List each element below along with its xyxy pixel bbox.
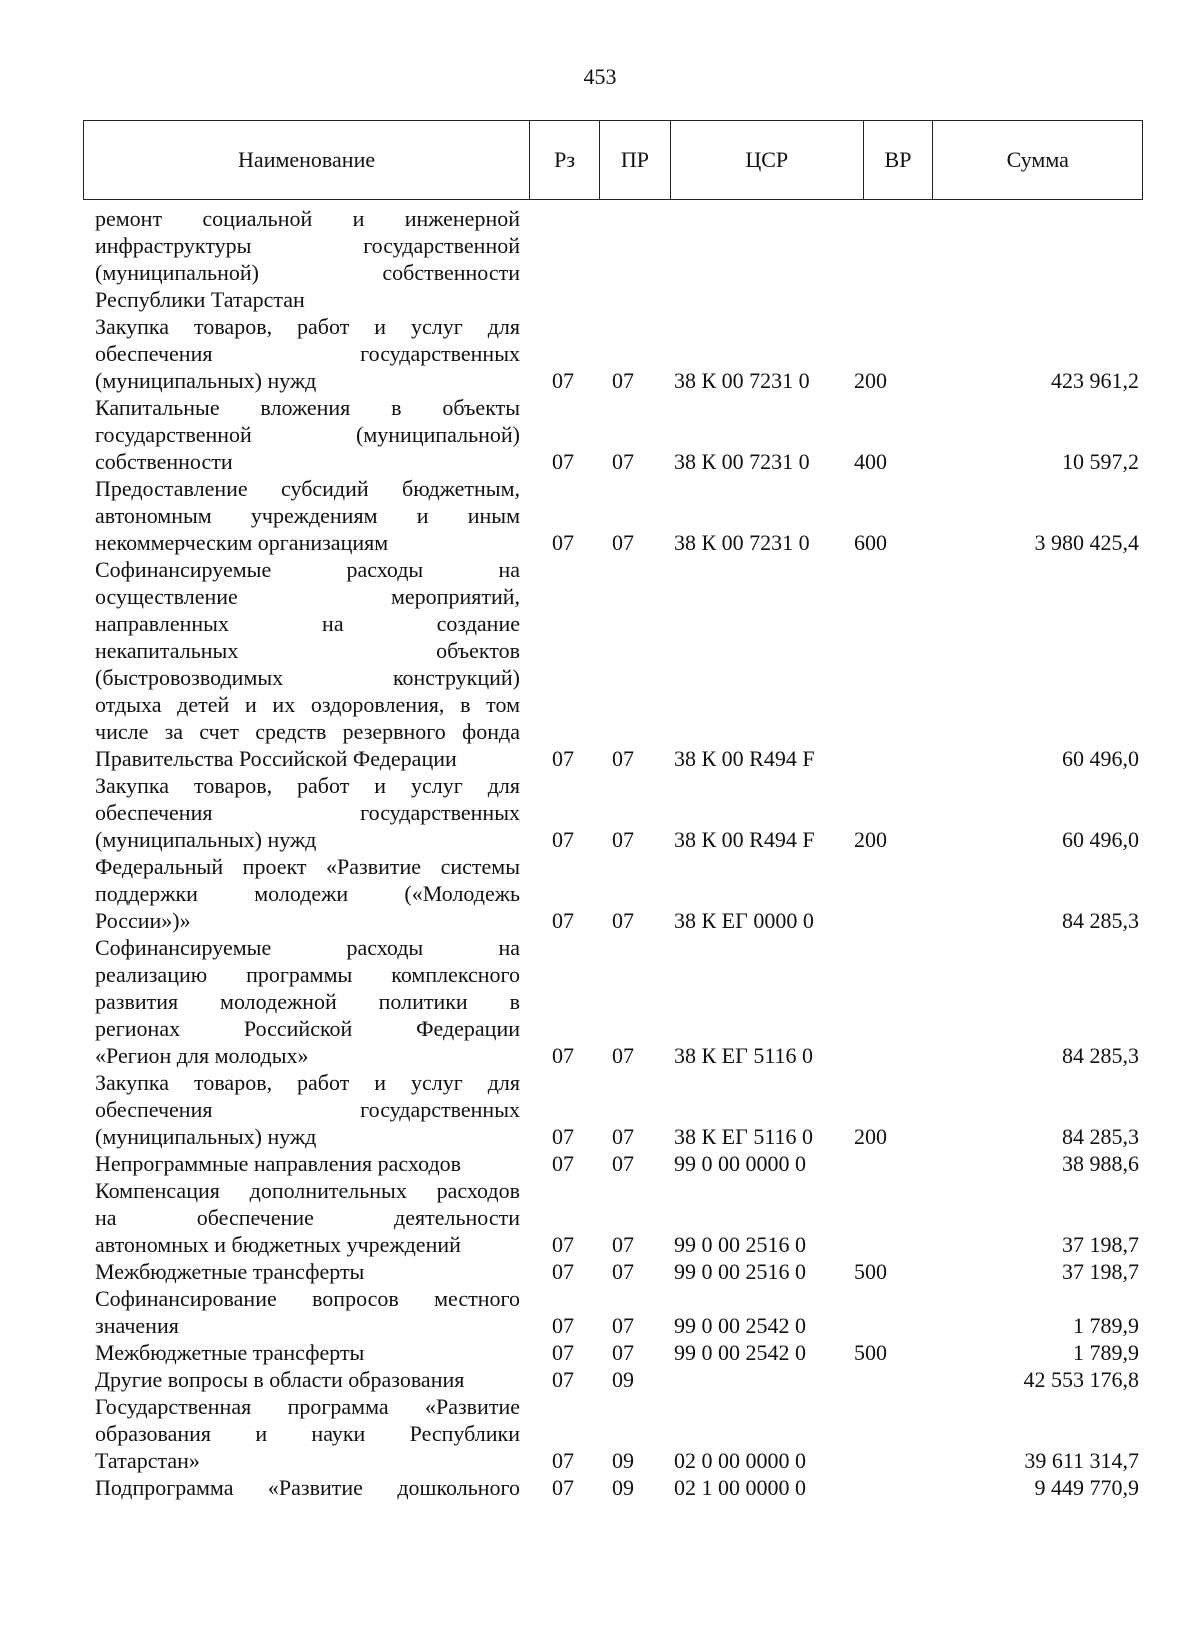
row-name-line: числе за счет средств резервного фонда (95, 719, 520, 744)
page-number: 453 (583, 64, 617, 89)
row-pr: 07 (612, 1043, 634, 1068)
row-name-line: осуществление мероприятий, (95, 584, 520, 609)
row-rz: 07 (552, 530, 574, 555)
row-name (95, 313, 520, 394)
row-name-line: Другие вопросы в области образования (95, 1367, 465, 1392)
table-row (95, 394, 1145, 475)
row-rz: 07 (552, 449, 574, 474)
row-name-line: Федеральный проект «Развитие системы (95, 854, 520, 879)
row-name-line: инфраструктуры государственной (95, 233, 520, 258)
row-pr: 09 (612, 1448, 634, 1473)
row-sum: 37 198,7 (1062, 1232, 1139, 1257)
row-name-line: направленных на создание (95, 611, 520, 636)
table-row (95, 1285, 1145, 1339)
header-sum: Сумма (1006, 147, 1069, 172)
row-name-line: реализацию программы комплексного (95, 962, 520, 987)
row-rz: 07 (552, 746, 574, 771)
row-sum: 60 496,0 (1062, 746, 1139, 771)
row-name (95, 1366, 520, 1393)
row-name-line: Софинансирование вопросов местного (95, 1286, 520, 1311)
row-name-line: Предоставление субсидий бюджетным, (95, 476, 520, 501)
row-name-line: Капитальные вложения в объекты (95, 395, 520, 420)
header-name: Наименование (84, 121, 530, 199)
row-sum: 42 553 176,8 (1023, 1367, 1139, 1392)
row-rz: 07 (552, 368, 574, 393)
row-sum: 60 496,0 (1062, 827, 1139, 852)
row-pr: 07 (612, 530, 634, 555)
row-pr: 07 (612, 1313, 634, 1338)
row-pr: 09 (612, 1367, 634, 1392)
row-rz: 07 (552, 1367, 574, 1392)
row-vr: 200 (854, 368, 887, 393)
table-row (95, 475, 1145, 556)
row-name-line: Татарстан» (95, 1448, 200, 1473)
table-row (95, 1366, 1145, 1393)
table-row (95, 1393, 1145, 1474)
row-name (95, 1150, 520, 1177)
table-row (95, 934, 1145, 1069)
row-name (95, 1258, 520, 1285)
row-csr: 38 К 00 R494 F (674, 827, 815, 852)
row-sum: 423 961,2 (1051, 368, 1139, 393)
row-pr: 09 (612, 1475, 634, 1500)
row-name-line: обеспечения государственных (95, 800, 520, 825)
row-sum: 84 285,3 (1062, 1124, 1139, 1149)
row-csr: 99 0 00 2516 0 (674, 1232, 806, 1257)
row-pr: 07 (612, 368, 634, 393)
row-pr: 07 (612, 1151, 634, 1176)
row-vr: 500 (854, 1259, 887, 1284)
row-rz: 07 (552, 1043, 574, 1068)
row-rz: 07 (552, 827, 574, 852)
table-row (95, 313, 1145, 394)
row-vr: 200 (854, 827, 887, 852)
row-csr: 99 0 00 2542 0 (674, 1340, 806, 1365)
row-name (95, 1339, 520, 1366)
table-row (95, 205, 1145, 313)
row-csr: 99 0 00 2542 0 (674, 1313, 806, 1338)
row-name-line: Правительства Российской Федерации (95, 746, 457, 771)
row-name-line: Государственная программа «Развитие (95, 1394, 520, 1419)
row-csr: 02 1 00 0000 0 (674, 1475, 806, 1500)
row-name (95, 934, 520, 1069)
row-pr: 07 (612, 1259, 634, 1284)
row-csr: 38 К 00 7231 0 (674, 368, 810, 393)
row-name-line: отдыха детей и их оздоровления, в том (95, 692, 520, 717)
row-name-line: Межбюджетные трансферты (95, 1340, 365, 1365)
table-row (95, 1069, 1145, 1150)
table-row (95, 1258, 1145, 1285)
table-row (95, 853, 1145, 934)
row-pr: 07 (612, 1124, 634, 1149)
row-sum: 84 285,3 (1062, 1043, 1139, 1068)
row-sum: 1 789,9 (1073, 1340, 1139, 1365)
row-name-line: собственности (95, 449, 233, 474)
row-rz: 07 (552, 1124, 574, 1149)
row-name-line: значения (95, 1313, 179, 1338)
row-name (95, 1474, 520, 1501)
row-vr: 600 (854, 530, 887, 555)
row-name-line: некоммерческим организациям (95, 530, 389, 555)
row-pr: 07 (612, 1232, 634, 1257)
row-name-line: обеспечения государственных (95, 1097, 520, 1122)
row-name-line: Закупка товаров, работ и услуг для (95, 1070, 520, 1095)
row-pr: 07 (612, 746, 634, 771)
row-csr: 38 К ЕГ 5116 0 (674, 1124, 814, 1149)
row-vr: 500 (854, 1340, 887, 1365)
row-csr: 38 К ЕГ 5116 0 (674, 1043, 814, 1068)
row-name (95, 853, 520, 934)
row-rz: 07 (552, 1340, 574, 1365)
row-name (95, 556, 520, 772)
row-csr: 38 К 00 7231 0 (674, 449, 810, 474)
row-csr: 99 0 00 0000 0 (674, 1151, 806, 1176)
row-pr: 07 (612, 1340, 634, 1365)
table-row (95, 772, 1145, 853)
row-name-line: Республики Татарстан (95, 287, 305, 312)
row-vr: 200 (854, 1124, 887, 1149)
row-name-line: (муниципальных) нужд (95, 368, 317, 393)
header-pr: ПР (600, 121, 671, 199)
row-pr: 07 (612, 827, 634, 852)
row-name-line: (быстровозводимых конструкций) (95, 665, 520, 690)
row-csr: 38 К 00 7231 0 (674, 530, 810, 555)
row-name-line: развития молодежной политики в (95, 989, 520, 1014)
table-row (95, 1150, 1145, 1177)
row-sum: 1 789,9 (1073, 1313, 1139, 1338)
row-rz: 07 (552, 1259, 574, 1284)
row-name-line: (муниципальной) собственности (95, 260, 520, 285)
row-name-line: Закупка товаров, работ и услуг для (95, 314, 520, 339)
row-name-line: Закупка товаров, работ и услуг для (95, 773, 520, 798)
row-name-line: Межбюджетные трансферты (95, 1259, 365, 1284)
table-row (95, 1474, 1145, 1501)
row-rz: 07 (552, 1313, 574, 1338)
table-body (95, 205, 1145, 1501)
row-name-line: ремонт социальной и инженерной (95, 206, 520, 231)
row-name (95, 1285, 520, 1339)
table-row (95, 1177, 1145, 1258)
row-sum: 9 449 770,9 (1034, 1475, 1139, 1500)
row-rz: 07 (552, 1151, 574, 1176)
row-name (95, 772, 520, 853)
row-sum: 39 611 314,7 (1024, 1448, 1139, 1473)
row-name (95, 394, 520, 475)
row-name-line: некапитальных объектов (95, 638, 520, 663)
row-name (95, 475, 520, 556)
row-csr: 38 К 00 R494 F (674, 746, 815, 771)
row-csr: 99 0 00 2516 0 (674, 1259, 806, 1284)
row-rz: 07 (552, 1475, 574, 1500)
row-pr: 07 (612, 449, 634, 474)
row-name-line: Непрограммные направления расходов (95, 1151, 462, 1176)
header-csr: ЦСР (671, 121, 864, 199)
row-sum: 37 198,7 (1062, 1259, 1139, 1284)
row-name-line: России»)» (95, 908, 191, 933)
table-row (95, 1339, 1145, 1366)
row-name (95, 1177, 520, 1258)
row-name-line: «Регион для молодых» (95, 1043, 309, 1068)
row-name (95, 1393, 520, 1474)
row-sum: 38 988,6 (1062, 1151, 1139, 1176)
row-vr: 400 (854, 449, 887, 474)
row-name-line: (муниципальных) нужд (95, 1124, 317, 1149)
row-pr: 07 (612, 908, 634, 933)
table-header (83, 120, 1143, 200)
row-rz: 07 (552, 908, 574, 933)
row-name-line: на обеспечение деятельности (95, 1205, 520, 1230)
row-sum: 84 285,3 (1062, 908, 1139, 933)
row-name-line: Подпрограмма «Развитие дошкольного (95, 1475, 520, 1500)
row-name-line: (муниципальных) нужд (95, 827, 317, 852)
row-name (95, 205, 520, 313)
row-csr: 02 0 00 0000 0 (674, 1448, 806, 1473)
row-name-line: государственной (муниципальной) (95, 422, 520, 447)
row-rz: 07 (552, 1232, 574, 1257)
row-name-line: Софинансируемые расходы на (95, 935, 520, 960)
row-sum: 3 980 425,4 (1034, 530, 1139, 555)
row-name (95, 1069, 520, 1150)
header-vr: ВР (864, 121, 934, 199)
row-name-line: поддержки молодежи («Молодежь (95, 881, 520, 906)
row-name-line: Компенсация дополнительных расходов (95, 1178, 520, 1203)
row-rz: 07 (552, 1448, 574, 1473)
row-name-line: автономным учреждениям и иным (95, 503, 520, 528)
row-csr: 38 К ЕГ 0000 0 (674, 908, 814, 933)
row-name-line: образования и науки Республики (95, 1421, 520, 1446)
row-name-line: автономных и бюджетных учреждений (95, 1232, 461, 1257)
row-sum: 10 597,2 (1062, 449, 1139, 474)
row-name-line: обеспечения государственных (95, 341, 520, 366)
header-rz: Рз (530, 121, 600, 199)
row-name-line: регионах Российской Федерации (95, 1016, 520, 1041)
table-row (95, 556, 1145, 772)
row-name-line: Софинансируемые расходы на (95, 557, 520, 582)
